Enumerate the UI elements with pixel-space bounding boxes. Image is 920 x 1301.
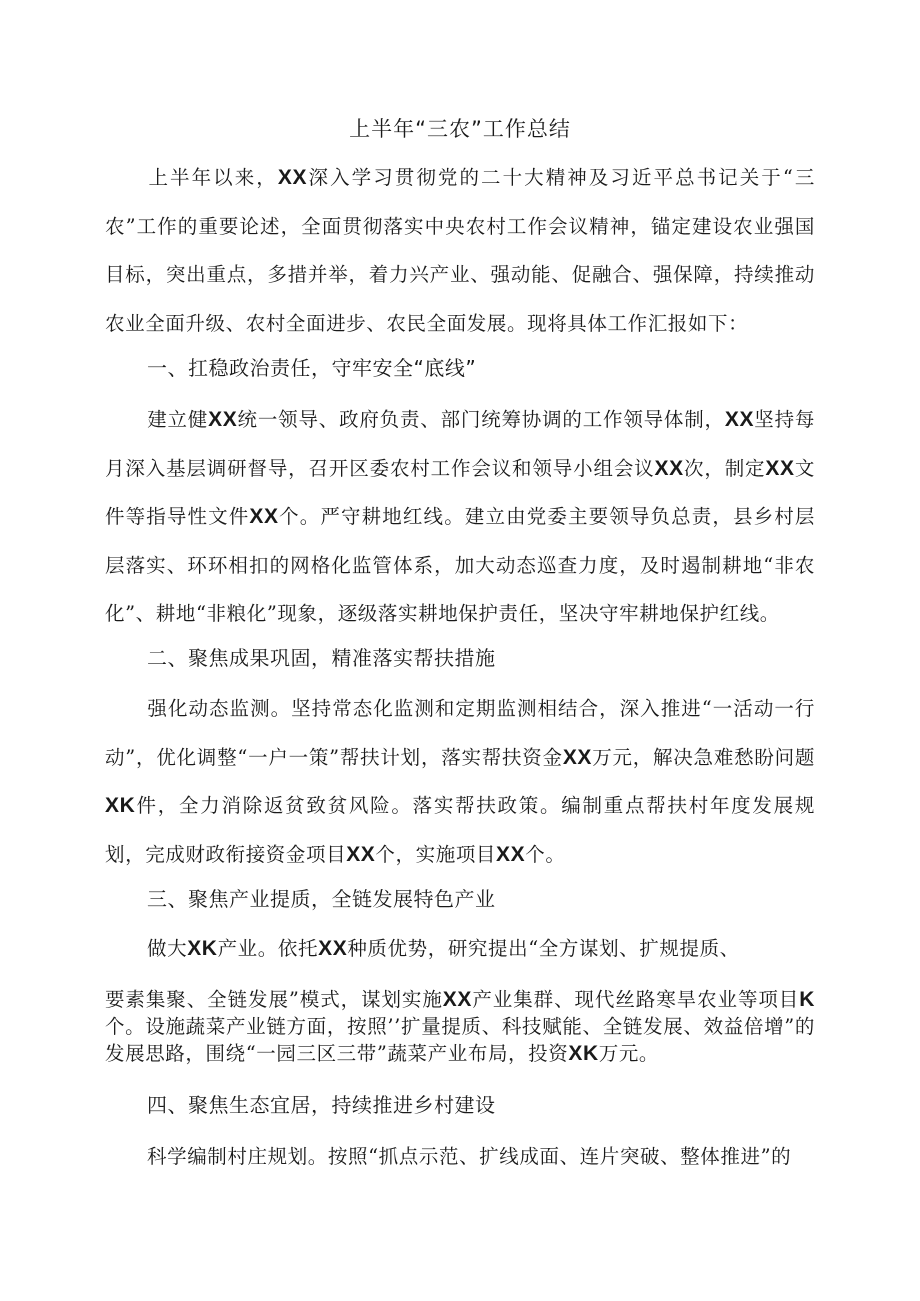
placeholder-mark: XK [187,937,218,960]
placeholder-mark: XX [249,505,279,528]
section-2-heading: 二、聚焦成果巩固，精准落实帮扶措施 [147,646,496,670]
placeholder-mark: XX [442,988,473,1011]
section-2-body [105,685,815,879]
placeholder-mark: XX [496,842,526,866]
section-3-body-rest [105,986,815,1067]
section-3-text-first: 做大XK产业。依托XX种质优势，研究提出“全方谋划、扩规提质、 [147,937,740,960]
section-3-heading: 三、聚焦产业提质，全链发展特色产业 [147,887,496,911]
section-4-body [105,1133,815,1182]
placeholder-mark: XX [724,408,755,431]
section-2-text: 强化动态监测。坚持常态化监测和定期监测相结合，深入推进“一活动一行动”，优化调整“一户一策”帮扶计划，落实帮扶资金XX万元，解决急难愁盼问题XK件，全力消除返贫致贫风险。落实帮扶政策。编制重点帮扶村年度发展规划，完成财政衔接资金项目XX个，实施项目XX个。 [105,697,815,866]
placeholder-mark: XK [568,1042,599,1065]
section-4-heading: 四、聚焦生态宜居，持续推进乡村建设 [147,1093,496,1117]
placeholder-mark: K [799,988,815,1011]
section-3-body-first [105,925,815,974]
placeholder-mark: XX [765,456,795,480]
section-1-text: 建立健XX统一领导、政府负责、部门统筹协调的工作领导体制，XX坚持每月深入基层调研督导，召开区委农村工作会议和领导小组会议XX次，制定XX文件等指导性文件XX个。严守耕地红线。建立由党委主要领导负总责，县乡村层层落实、环环相扣的网格化监管体系，加大动态巡查力度，及时遏制耕地“非农化”、耕地“非粮化”现象，逐级落实耕地保护责任，坚决守牢耕地保护红线。 [105,408,815,625]
placeholder-mark: XX [318,937,348,960]
intro-paragraph [105,154,815,348]
section-1-heading: 一、扛稳政治责任，守牢安全“底线” [147,356,477,380]
placeholder-mark: XX [208,408,238,431]
placeholder-mark: XX [562,745,593,769]
section-4-text: 科学编制村庄规划。按照“抓点示范、扩线成面、连片突破、整体推进”的 [147,1145,792,1168]
placeholder-mark: XK [105,794,136,817]
intro-text: 上半年以来，XX深入学习贯彻党的二十大精神及习近平总书记关于“三农”工作的重要论述，全面贯彻落实中央农村工作会议精神，锚定建设农业强国目标，突出重点，多措并举，着力兴产业、强动能、促融合、强保障，持续推动农业全面升级、农村全面进步、农民全面发展。现将具体工作汇报如下： [105,166,816,335]
document-title: 上半年“三农”工作总结 [349,117,571,141]
placeholder-mark: XX [346,842,376,866]
section-3-text-rest: 要素集聚、全链发展”模式，谋划实施XX产业集群、现代丝路寒旱农业等项目K个。设施蔬菜产业链方面，按照’’扩量提质、科技赋能、全链发展、效益倍增”的发展思路，围绕“一园三区三带”蔬菜产业布局，投资XK万元。 [105,988,815,1065]
placeholder-mark: XX [654,456,684,480]
section-1-body [105,396,815,639]
placeholder-mark: XX [277,166,308,189]
